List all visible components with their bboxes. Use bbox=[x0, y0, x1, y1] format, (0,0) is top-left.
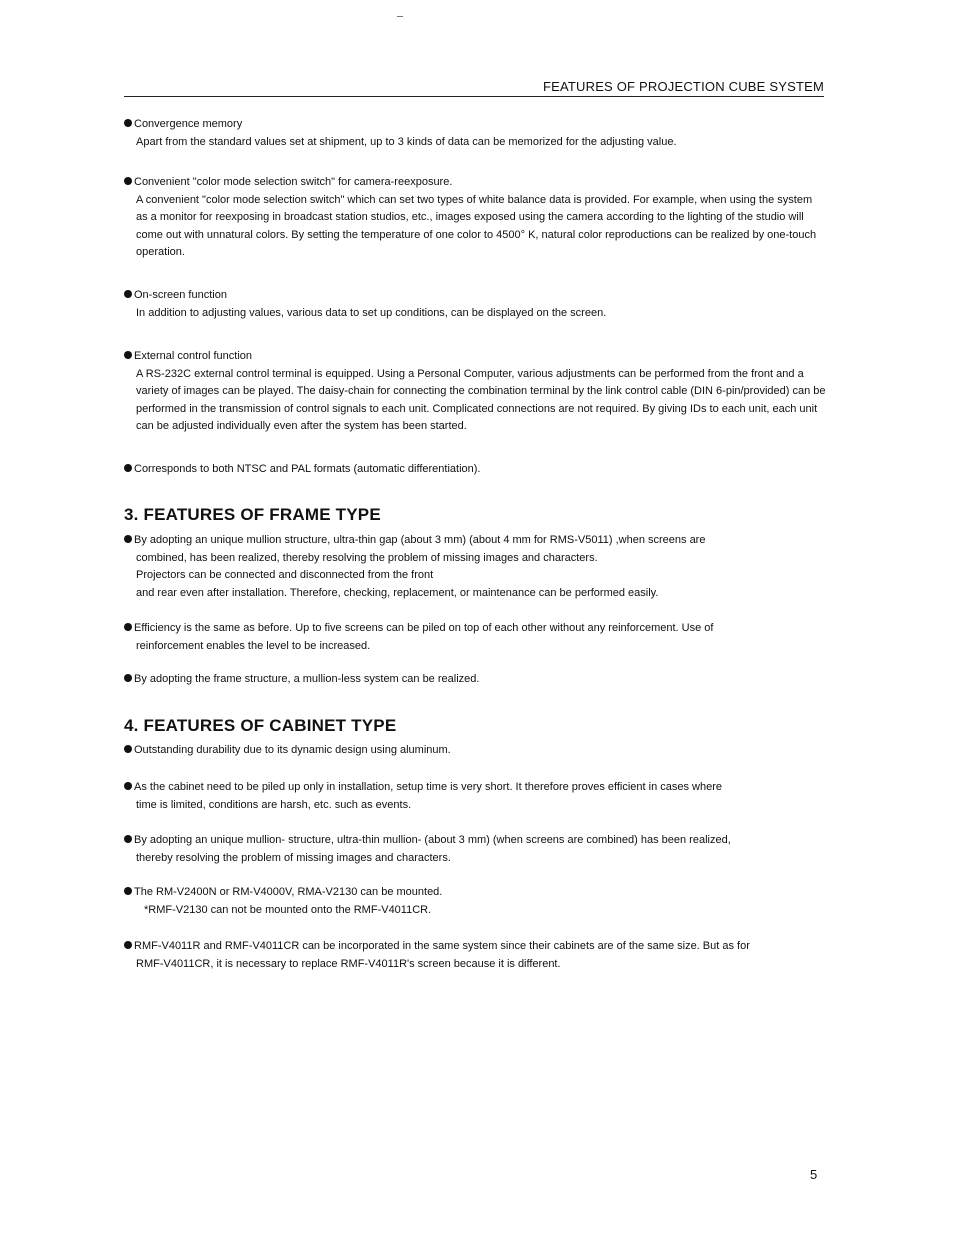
bullet-icon bbox=[124, 674, 132, 682]
bullet-icon bbox=[124, 941, 132, 949]
feature-title: On-screen function bbox=[134, 289, 227, 301]
bullet-icon bbox=[124, 351, 132, 359]
bullet-icon bbox=[124, 835, 132, 843]
feature-title: RMF-V4011R and RMF-V4011CR can be incorporated in the same system since their cabinets are of the same size. But as for bbox=[134, 940, 750, 952]
feature-title: Convenient "color mode selection switch" for camera-reexposure. bbox=[134, 176, 453, 188]
bullet-icon bbox=[124, 782, 132, 790]
bullet-icon bbox=[124, 290, 132, 298]
feature-line: time is limited, conditions are harsh, etc. such as events. bbox=[136, 798, 412, 811]
feature-title: Convergence memory bbox=[134, 118, 243, 130]
section-3-heading: 3. FEATURES OF FRAME TYPE bbox=[124, 505, 381, 524]
bullet-icon bbox=[124, 464, 132, 472]
feature-convergence-memory bbox=[124, 116, 826, 151]
feature-line: and rear even after installation. Therefore, checking, replacement, or maintenance can be performed easily. bbox=[136, 586, 659, 599]
feature-body: Apart from the standard values set at shipment, up to 3 kinds of data can be memorized for the adjusting value. bbox=[136, 135, 677, 148]
feature-title: External control function bbox=[134, 350, 253, 362]
feature-color-mode-switch bbox=[124, 174, 826, 262]
page-number: 5 bbox=[810, 1167, 818, 1182]
running-header: FEATURES OF PROJECTION CUBE SYSTEM bbox=[542, 79, 824, 94]
bullet-icon bbox=[124, 119, 132, 127]
bullet-icon bbox=[124, 745, 132, 753]
feature-line: Projectors can be connected and disconnected from the front bbox=[136, 569, 434, 581]
bullet-icon bbox=[124, 535, 132, 543]
feature-line: RMF-V4011CR, it is necessary to replace RMF-V4011R's screen because it is different. bbox=[136, 957, 561, 970]
cabinet-feature-durability bbox=[124, 742, 826, 760]
scan-mark bbox=[397, 16, 403, 17]
bullet-icon bbox=[124, 177, 132, 185]
cabinet-feature-compatibility bbox=[124, 938, 826, 973]
feature-title: Corresponds to both NTSC and PAL formats (automatic differentiation). bbox=[134, 463, 481, 475]
frame-feature-mullion-less bbox=[124, 671, 826, 689]
cabinet-feature-mounting bbox=[124, 884, 826, 919]
section-4-heading: 4. FEATURES OF CABINET TYPE bbox=[124, 716, 397, 735]
feature-ntsc-pal bbox=[124, 461, 826, 479]
bullet-icon bbox=[124, 887, 132, 895]
feature-title: By adopting an unique mullion- structure, ultra-thin mullion- (about 3 mm) (when screens are combined) has been realized, bbox=[134, 834, 731, 846]
feature-line: thereby resolving the problem of missing images and characters. bbox=[136, 851, 451, 864]
feature-title: By adopting the frame structure, a mullion-less system can be realized. bbox=[134, 673, 480, 685]
bullet-icon bbox=[124, 623, 132, 631]
frame-feature-mullion bbox=[124, 532, 826, 602]
feature-line: combined, has been realized, thereby resolving the problem of missing images and characters. bbox=[136, 551, 598, 564]
feature-on-screen-function bbox=[124, 287, 826, 322]
feature-title: Outstanding durability due to its dynamic design using aluminum. bbox=[134, 744, 451, 756]
feature-line: reinforcement enables the level to be increased. bbox=[136, 639, 371, 652]
mounting-note: *RMF-V2130 can not be mounted onto the RMF-V4011CR. bbox=[144, 903, 432, 916]
feature-title: By adopting an unique mullion structure, ultra-thin gap (about 3 mm) (about 4 mm for RMS-V5011) ,when screens are bbox=[134, 534, 706, 546]
cabinet-feature-mullion bbox=[124, 832, 826, 867]
feature-body: A convenient "color mode selection switch" which can set two types of white balance data is provided. For example, when using the system as a monitor for reexposing in broadcast station studios, etc., images exposed using the camera according to the lighting of the studio will come out with unnatural colors. By setting the temperature of one color to 4500° K, natural color reproductions can be realized by one-touch operation. bbox=[136, 193, 817, 258]
cabinet-feature-setup-time bbox=[124, 779, 826, 814]
feature-title: Efficiency is the same as before. Up to five screens can be piled on top of each other without any reinforcement. Use of bbox=[134, 622, 714, 634]
feature-body: In addition to adjusting values, various data to set up conditions, can be displayed on the screen. bbox=[136, 306, 607, 319]
frame-feature-efficiency bbox=[124, 620, 826, 655]
feature-external-control bbox=[124, 348, 826, 436]
header-rule bbox=[124, 96, 824, 97]
feature-body: A RS-232C external control terminal is equipped. Using a Personal Computer, various adjustments can be performed from the front and a variety of images can be played. The daisy-chain for connecting the combination terminal by the link control cable (DIN 6-pin/provided) can be performed in the transmission of control signals to each unit. Complicated connections are not required. By giving IDs to each unit, each unit can be adjusted individually even after the system has been started. bbox=[136, 367, 826, 432]
feature-title: As the cabinet need to be piled up only in installation, setup time is very short. It therefore proves efficient in cases where bbox=[134, 781, 723, 793]
feature-title: The RM-V2400N or RM-V4000V, RMA-V2130 can be mounted. bbox=[134, 886, 443, 898]
